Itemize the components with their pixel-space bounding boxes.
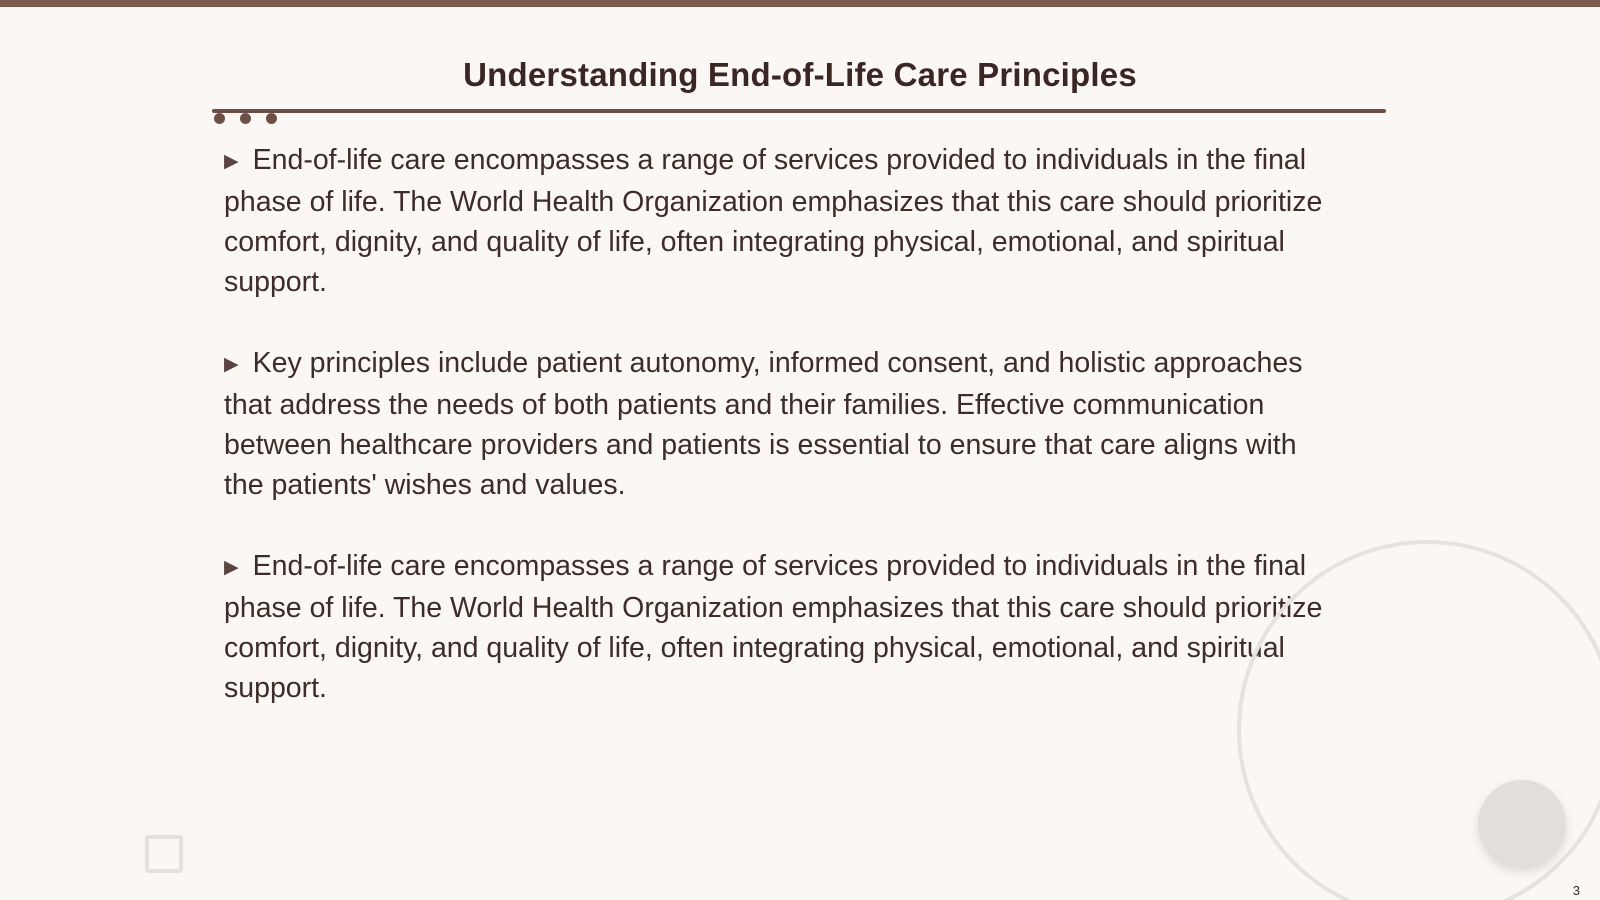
decorative-circle	[1478, 780, 1566, 868]
bullet-text: End-of-life care encompasses a range of services provided to individuals in the final phase of life. The World Health Organization emphasizes that this care should prioritize comfort, dignity, and quality of life, often integrating physical, emotional, and spiritual support.	[224, 144, 1323, 298]
triangle-right-icon: ▶	[224, 151, 239, 172]
bullet-item	[224, 140, 1344, 302]
decorative-dot	[266, 113, 277, 124]
triangle-right-icon: ▶	[224, 354, 239, 375]
decorative-dot	[214, 113, 225, 124]
page-number: 3	[1572, 883, 1580, 898]
bullet-text: End-of-life care encompasses a range of services provided to individuals in the final phase of life. The World Health Organization emphasizes that this care should prioritize comfort, dignity, and quality of life, often integrating physical, emotional, and spiritual support.	[224, 550, 1323, 704]
decorative-square	[145, 835, 183, 873]
decorative-dot	[240, 113, 251, 124]
top-accent-bar	[0, 0, 1600, 7]
bullet-item	[224, 546, 1344, 708]
slide-title: Understanding End-of-Life Care Principles	[463, 56, 1137, 93]
title-underline	[212, 109, 1386, 113]
bullet-list	[224, 140, 1344, 749]
bullet-item	[224, 343, 1344, 505]
triangle-right-icon: ▶	[224, 557, 239, 578]
bullet-text: Key principles include patient autonomy, informed consent, and holistic approaches that address the needs of both patients and their families. Effective communication between healthcare providers and patients is essential to ensure that care aligns with the patients' wishes and values.	[224, 347, 1303, 501]
